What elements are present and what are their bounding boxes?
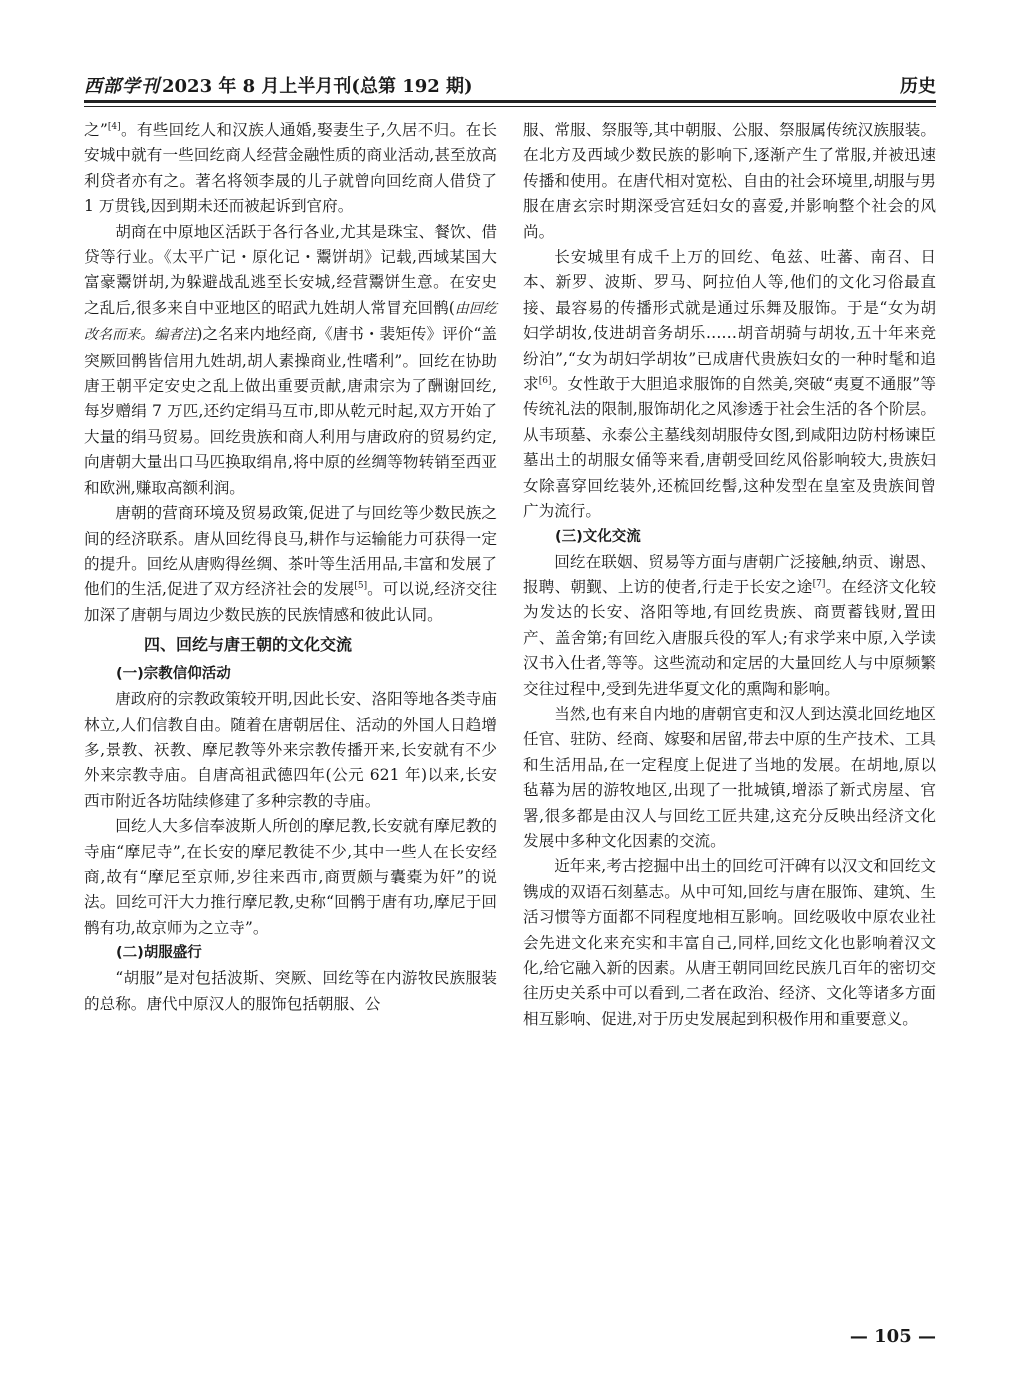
section-heading: 四、回纥与唐王朝的文化交流 <box>144 635 353 655</box>
paragraph: 当然,也有来自内地的唐朝官吏和汉人到达漠北回纥地区任官、驻防、经商、嫁娶和居留,带去中原的生产技术、工具和生活用品,在一定程度上促进了当地的发展。在胡地,原以毡幕为居的游牧地区,出现了一批城镇,增添了新式房屋、官署,很多都是由汉人与回纥工匠共建,这充分反映出经济文化发展中多种文化因素的交流。 <box>523 704 936 850</box>
paragraph: 服、常服、祭服等,其中朝服、公服、祭服属传统汉族服装。在北方及西域少数民族的影响下,逐渐产生了常服,并被迅速传播和使用。在唐代相对宽松、自由的社会环境里,胡服与男服在唐玄宗时期深受宫廷妇女的喜爱,并影响整个社会的风尚。 <box>523 121 936 241</box>
subsection-heading: (一)宗教信仰活动 <box>116 666 231 683</box>
editor-note: 由回纥改名而来。编者注 <box>84 300 498 344</box>
page-header <box>84 66 936 98</box>
header-rule-thick <box>84 100 936 103</box>
citation-ref: [6] <box>538 375 552 386</box>
section-label: 历史 <box>900 76 936 97</box>
header-rule-thin <box>84 106 936 107</box>
citation-ref: [5] <box>354 581 368 592</box>
paragraph: “胡服”是对包括波斯、突厥、回纥等在内游牧民族服装的总称。唐代中原汉人的服饰包括朝服、公 <box>84 969 497 1013</box>
subsection-heading: (三)文化交流 <box>555 528 641 545</box>
journal-logo: 西部学刊 <box>84 76 160 97</box>
issue-info: 2023 年 8 月上半月刊(总第 192 期) <box>162 76 473 97</box>
paragraph: 唐朝的营商环境及贸易政策,促进了与回纥等少数民族之间的经济联系。唐从回纥得良马,耕作与运输能力可获得一定的提升。回纥从唐购得丝绸、茶叶等生活用品,丰富和发展了他们的生活,促进了双方经济社会的发展[5]。可以说,经济交往加深了唐朝与周边少数民族的民族情感和彼此认同。 <box>84 504 497 624</box>
right-column <box>523 118 936 1032</box>
page-number: — 105 — <box>849 1326 936 1347</box>
paragraph: 唐政府的宗教政策较开明,因此长安、洛阳等地各类寺庙林立,人们信教自由。随着在唐朝居住、活动的外国人日趋增多,景教、祆教、摩尼教等外来宗教传播开来,长安就有不少外来宗教寺庙。自唐高祖武德四年(公元 621 年)以来,长安西市附近各坊陆续修建了多种宗教的寺庙。 <box>84 690 497 810</box>
paragraph: 长安城里有成千上万的回纥、龟兹、吐蕃、南召、日本、新罗、波斯、罗马、阿拉伯人等,他们的文化习俗最直接、最容易的传播形式就是通过乐舞及服饰。于是“女为胡妇学胡妆,伎进胡音务胡乐……胡音胡骑与胡妆,五十年来竞纷泊”,“女为胡妇学胡妆”已成唐代贵族妇女的一种时髦和追求[6]。女性敢于大胆追求服饰的自然美,突破“夷夏不通服”等传统礼法的限制,服饰胡化之风渗透于社会生活的各个阶层。从韦顼墓、永泰公主墓线刻胡服侍女图,到咸阳边防村杨谏臣墓出土的胡服女俑等来看,唐朝受回纥风俗影响较大,贵族妇女除喜穿回纥装外,还梳回纥髻,这种发型在皇室及贵族间曾广为流行。 <box>523 248 936 521</box>
subsection-heading: (二)胡服盛行 <box>116 945 202 962</box>
journal-masthead <box>84 72 473 98</box>
citation-ref: [4] <box>107 121 121 132</box>
paragraph: 回纥在联姻、贸易等方面与唐朝广泛接触,纳贡、谢恩、报聘、朝觐、上访的使者,行走于长安之途[7]。在经济文化较为发达的长安、洛阳等地,有回纥贵族、商贾蓄钱财,置田产、盖舍第;有回纥入唐服兵役的军人;有求学来中原,入学读汉书入仕者,等等。这些流动和定居的大量回纥人与中原频繁交往过程中,受到先进华夏文化的熏陶和影响。 <box>523 552 936 698</box>
paragraph: 胡商在中原地区活跃于各行各业,尤其是珠宝、餐饮、借贷等行业。《太平广记・原化记・鬻饼胡》记载,西域某国大富豪鬻饼胡,为躲避战乱逃至长安城,经营鬻饼生意。在安史之乱后,很多来自中亚地区的昭武九姓胡人常冒充回鹘(由回纥改名而来。编者注)之名来内地经商,《唐书・裴矩传》评价“盖突厥回鹘皆信用九姓胡,胡人素操商业,性嗜利”。回纥在协助唐王朝平定安史之乱上做出重要贡献,唐肃宗为了酬谢回纥,每岁赠绢 7 万匹,还约定绢马互市,即从乾元时起,双方开始了大量的绢马贸易。回纥贵族和商人利用与唐政府的贸易约定,向唐朝大量出口马匹换取绢帛,将中原的丝绸等物转销至西亚和欧洲,赚取高额利润。 <box>84 222 498 497</box>
left-column <box>84 118 497 1017</box>
paragraph: 之”[4]。有些回纥人和汉族人通婚,娶妻生子,久居不归。在长安城中就有一些回纥商人经营金融性质的商业活动,甚至放高利贷者亦有之。著名将领李晟的儿子就曾向回纥商人借贷了 1 万贯钱,因到期未还而被起诉到官府。 <box>84 121 497 216</box>
citation-ref: [7] <box>812 578 826 589</box>
paragraph: 近年来,考古挖掘中出土的回纥可汗碑有以汉文和回纥文镌成的双语石刻墓志。从中可知,回纥与唐在服饰、建筑、生活习惯等方面都不同程度地相互影响。回纥吸收中原农业社会先进文化来充实和丰富自己,同样,回纥文化也影响着汉文化,给它融入新的因素。从唐王朝同回纥民族几百年的密切交往历史关系中可以看到,二者在政治、经济、文化等诸多方面相互影响、促进,对于历史发展起到积极作用和重要意义。 <box>523 857 936 1028</box>
paragraph: 回纥人大多信奉波斯人所创的摩尼教,长安就有摩尼教的寺庙“摩尼寺”,在长安的摩尼教徒不少,其中一些人在长安经商,故有“摩尼至京师,岁往来西市,商贾颇与囊橐为奸”的说法。回纥可汗大力推行摩尼教,史称“回鹘于唐有功,摩尼于回鹘有功,故京师为之立寺”。 <box>84 817 497 937</box>
